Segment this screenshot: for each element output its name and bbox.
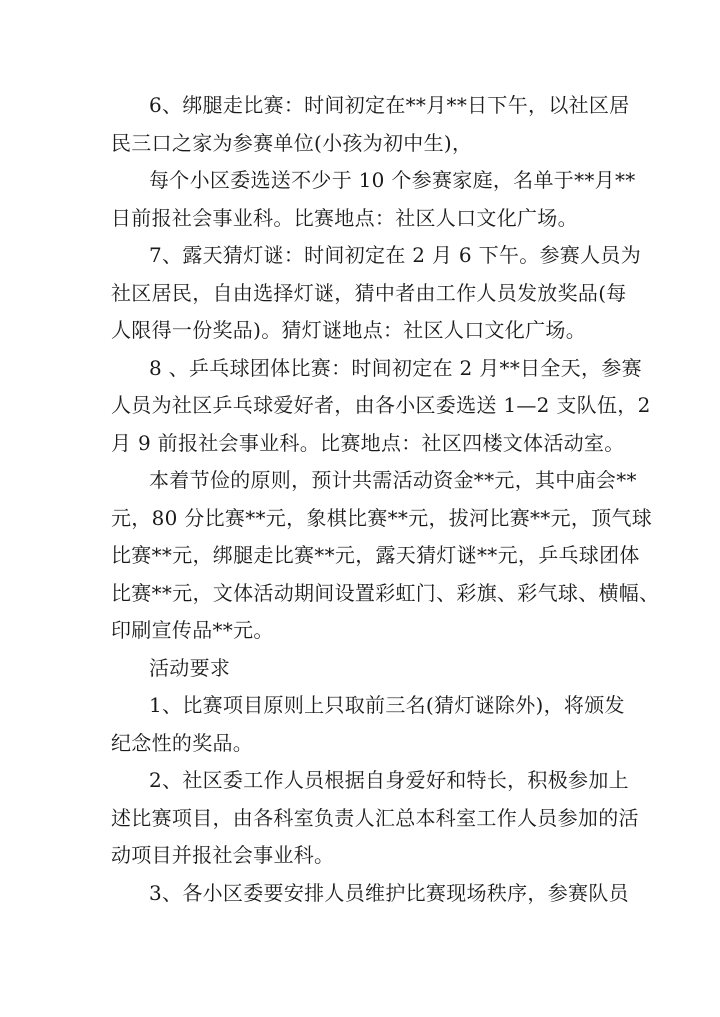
text-line: 每个小区委选送不少于 10 个参赛家庭，名单于**月** — [149, 168, 636, 192]
text-line: 人员为社区乒乓球爱好者，由各小区委选送 1—2 支队伍，2 — [111, 393, 651, 417]
text-line: 3、各小区委要安排人员维护比赛现场秩序，参赛队员 — [149, 880, 629, 905]
text-line: 比赛**元，文体活动期间设置彩虹门、彩旗、彩气球、横幅、 — [111, 580, 660, 605]
text-line: 日前报社会事业科。比赛地点：社区人口文化广场。 — [111, 205, 578, 230]
text-line: 印刷宣传品**元。 — [111, 618, 274, 642]
paragraph-budget — [111, 462, 660, 650]
text-line: 社区居民，自由选择灯谜，猜中者由工作人员发放奖品(每 — [111, 280, 627, 305]
section-heading: 活动要求 — [149, 655, 231, 680]
document-body — [111, 87, 660, 912]
text-line: 元，80 分比赛**元，象棋比赛**元，拔河比赛**元，顶气球 — [111, 505, 653, 530]
text-line: 民三口之家为参赛单位(小孩为初中生)， — [111, 130, 473, 155]
text-line: 人限得一份奖品)。猜灯谜地点：社区人口文化广场。 — [111, 318, 587, 342]
text-line: 6、绑腿走比赛：时间初定在**月**日下午，以社区居 — [149, 93, 630, 117]
text-line: 比赛**元，绑腿走比赛**元，露天猜灯谜**元，乒乓球团体 — [111, 543, 640, 567]
paragraph-requirement-2 — [111, 762, 639, 875]
text-line: 本着节俭的原则，预计共需活动资金**元，其中庙会** — [149, 468, 637, 492]
text-line: 2、社区委工作人员根据自身爱好和特长，积极参加上 — [149, 768, 629, 792]
text-line: 纪念性的奖品。 — [111, 730, 254, 755]
paragraph-requirement-3 — [111, 875, 629, 913]
text-line: 动项目并报社会事业科。 — [111, 843, 335, 867]
text-line: 7、露天猜灯谜：时间初定在 2 月 6 下午。参赛人员为 — [149, 243, 642, 267]
text-line: 8 、乒乓球团体比赛：时间初定在 2 月**日全天，参赛 — [149, 355, 642, 380]
paragraph-7-lantern-riddles — [111, 237, 642, 350]
paragraph-family-selection — [111, 162, 636, 237]
text-line: 1、比赛项目原则上只取前三名(猜灯谜除外)，将颁发 — [149, 693, 625, 717]
section-heading-requirements — [111, 650, 611, 688]
paragraph-6-leg-tied-race — [111, 87, 630, 162]
paragraph-requirement-1 — [111, 687, 625, 762]
text-line: 述比赛项目，由各科室负责人汇总本科室工作人员参加的活 — [111, 805, 639, 830]
text-line: 月 9 前报社会事业科。比赛地点：社区四楼文体活动室。 — [111, 430, 625, 455]
paragraph-8-table-tennis — [111, 350, 651, 463]
